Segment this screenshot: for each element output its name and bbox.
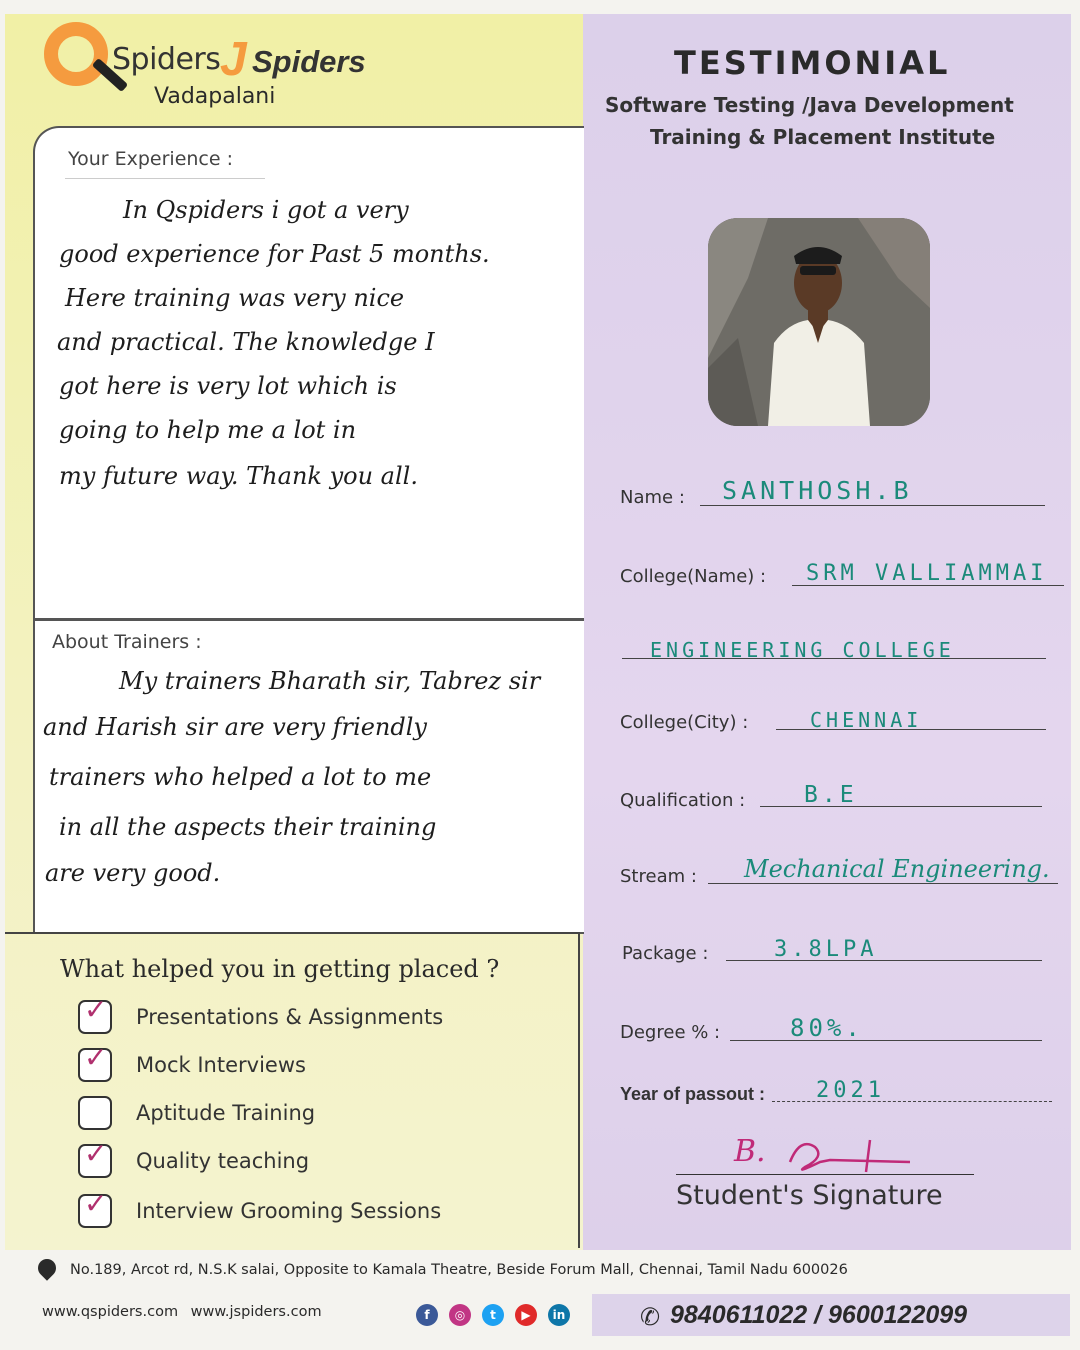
placement-question: What helped you in getting placed ? — [60, 955, 500, 983]
checkbox-checked[interactable] — [78, 1137, 112, 1178]
passout-label: Year of passout : — [620, 1084, 766, 1104]
checklist-label: Presentations & Assignments — [136, 1005, 444, 1029]
check-mark-icon: ✓ — [84, 1137, 108, 1170]
college-city-label: College(City) : — [620, 712, 749, 733]
check-mark-icon: ✓ — [84, 993, 108, 1026]
branch-location: Vadapalani — [154, 84, 276, 109]
checkbox-checked[interactable] — [78, 1041, 112, 1082]
degree-underline — [730, 1040, 1042, 1041]
checkbox-checked[interactable] — [78, 993, 112, 1034]
name-value: SANTHOSH.B — [722, 476, 913, 505]
checklist-item[interactable] — [78, 1041, 306, 1085]
logo-q-icon — [44, 22, 108, 86]
label-underline — [65, 178, 265, 179]
college-name-label: College(Name) : — [620, 566, 767, 587]
check-mark-icon: ✓ — [84, 1187, 108, 1220]
experience-line: Here training was very nice — [65, 284, 405, 312]
twitter-icon[interactable]: t — [482, 1304, 504, 1326]
name-label: Name : — [620, 487, 685, 508]
trainers-line: My trainers Bharath sir, Tabrez sir — [119, 667, 541, 695]
logo-j-letter: J — [220, 33, 247, 86]
stream-underline — [708, 883, 1058, 884]
section-divider — [5, 932, 580, 934]
student-photo — [708, 218, 930, 426]
facebook-icon[interactable]: f — [416, 1304, 438, 1326]
trainers-line: and Harish sir are very friendly — [43, 713, 427, 741]
signature-label: Student's Signature — [676, 1180, 943, 1211]
linkedin-icon[interactable]: in — [548, 1304, 570, 1326]
experience-line: going to help me a lot in — [59, 416, 357, 444]
checklist-label: Quality teaching — [136, 1149, 310, 1173]
checklist-item[interactable] — [78, 1093, 315, 1133]
checklist-label: Mock Interviews — [136, 1053, 306, 1077]
subtitle-line-1: Software Testing /Java Development — [605, 93, 1014, 117]
signature-line — [676, 1174, 974, 1175]
experience-line: my future way. Thank you all. — [59, 462, 418, 490]
trainers-line: trainers who helped a lot to me — [49, 763, 432, 791]
logo-jspiders-text: Spiders — [252, 44, 366, 79]
checklist-label: Aptitude Training — [136, 1101, 316, 1125]
signature-scribble: B. — [734, 1134, 766, 1169]
phone-numbers[interactable]: 9840611022 / 9600122099 — [670, 1301, 968, 1329]
checkbox-checked[interactable] — [78, 1187, 112, 1228]
right-panel-background — [583, 14, 1071, 1250]
checklist-item[interactable] — [78, 993, 444, 1037]
stream-value: Mechanical Engineering. — [744, 855, 1050, 883]
experience-line: and practical. The knowledge I — [57, 328, 435, 356]
experience-label: Your Experience : — [68, 148, 233, 170]
youtube-icon[interactable]: ▶ — [515, 1304, 537, 1326]
package-value: 3.8LPA — [774, 937, 878, 962]
phone-icon: ✆ — [640, 1303, 661, 1331]
experience-panel — [33, 126, 584, 620]
degree-label: Degree % : — [620, 1022, 721, 1043]
location-pin-icon — [34, 1255, 59, 1280]
name-underline — [700, 505, 1045, 506]
package-label: Package : — [622, 943, 709, 964]
passout-underline — [772, 1101, 1052, 1102]
qualification-underline — [760, 806, 1042, 807]
website-links[interactable]: www.qspiders.com www.jspiders.com — [42, 1304, 322, 1320]
trainers-label: About Trainers : — [52, 631, 202, 653]
address-text: No.189, Arcot rd, N.S.K salai, Opposite to Kamala Theatre, Beside Forum Mall, Chennai, Tamil Nadu 600026 — [70, 1262, 848, 1278]
section-divider-vertical — [578, 932, 580, 1248]
college-name-value: SRM VALLIAMMAI — [806, 561, 1048, 586]
checklist-label: Interview Grooming Sessions — [136, 1199, 442, 1223]
qualification-value: B.E — [804, 782, 858, 808]
page-title: TESTIMONIAL — [674, 44, 951, 82]
stream-label: Stream : — [620, 866, 697, 887]
degree-value: 80%. — [790, 1014, 864, 1042]
instagram-icon[interactable]: ◎ — [449, 1304, 471, 1326]
checkbox-unchecked[interactable] — [78, 1096, 112, 1130]
subtitle-line-2: Training & Placement Institute — [650, 125, 996, 149]
trainers-panel — [33, 618, 584, 934]
college-city-value: CHENNAI — [810, 708, 923, 732]
trainers-line: are very good. — [45, 859, 221, 887]
checklist-item[interactable] — [78, 1137, 310, 1181]
checklist-item[interactable] — [78, 1187, 442, 1231]
experience-line: In Qspiders i got a very — [123, 196, 409, 224]
check-mark-icon: ✓ — [84, 1041, 108, 1074]
logo-qspiders-text: Spiders — [112, 42, 221, 77]
college-name-value-2: ENGINEERING COLLEGE — [650, 638, 955, 662]
experience-line: good experience for Past 5 months. — [59, 240, 490, 268]
qualification-label: Qualification : — [620, 790, 746, 811]
experience-line: got here is very lot which is — [59, 372, 397, 400]
trainers-line: in all the aspects their training — [59, 813, 437, 841]
passout-value: 2021 — [816, 1078, 885, 1103]
